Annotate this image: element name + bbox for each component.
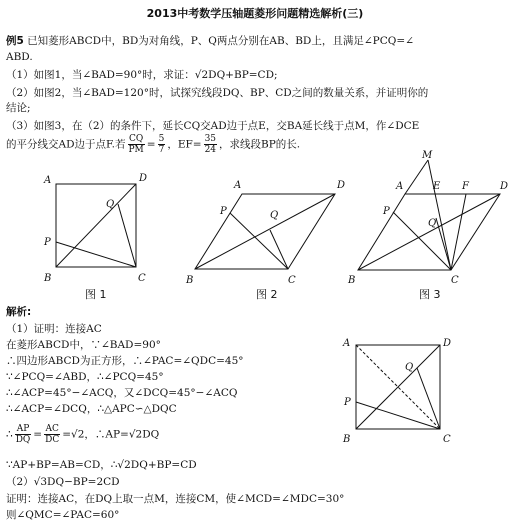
fig3-label-b: B — [348, 275, 356, 286]
sol-label-p: P — [344, 397, 351, 408]
q3-fraction-35-24: $\frac{35}{24}$ — [204, 134, 217, 155]
fig1-label-p: P — [44, 237, 51, 248]
figure-2-caption: 图 2 — [256, 288, 278, 301]
fig3-label-p: P — [383, 206, 390, 217]
solution-line-6: ∴∠ACP=∠DCQ，∴△APC∽△DQC — [6, 403, 177, 415]
q3-text-a: 的平分线交AD边于点F.若 — [6, 138, 126, 151]
page-title: 2013中考数学压轴题菱形问题精选解析(三) — [146, 7, 364, 20]
solution-line-4: ∵∠PCQ=∠ABD，∴∠PCQ=45° — [6, 371, 164, 383]
sol-label-b: B — [343, 434, 351, 445]
fig1-label-c: C — [138, 273, 146, 284]
fig1-label-b: B — [44, 273, 52, 284]
solution-line-10: 证明：连接AC，在DQ上取一点M，连接CM，使∠MCD=∠MDC=30° — [6, 493, 345, 505]
q3-fraction-cq-pm: $\frac{CQ}{PM}$ — [128, 134, 144, 155]
solution-line-3: ∴四边形ABCD为正方形，∴∠PAC=∠QDC=45° — [6, 355, 244, 367]
solution-line-11: 则∠QMC=∠PAC=60° — [6, 509, 120, 521]
solution-line-9: （2）√3DQ−BP=2CD — [6, 476, 120, 488]
fraction-ac-dc: $\frac{AC}{DC}$ — [45, 424, 60, 445]
question-1: （1）如图1，当∠BAD=90°时，求证：√2DQ+BP=CD; — [6, 69, 278, 81]
fig3-label-a: A — [396, 181, 404, 192]
solution-line-2: 在菱形ABCD中，∵∠BAD=90° — [6, 339, 161, 351]
fig2-label-q: Q — [270, 210, 279, 221]
fig3-label-e: E — [433, 181, 441, 192]
question-3-cont: 的平分线交AD边于点F.若 $\frac{CQ}{PM}$ = $\frac{5}{7}$ ，EF= $\frac{35}{24}$ ，求线段BP的长. — [6, 134, 301, 155]
fig2-label-c: C — [288, 275, 296, 286]
fig2-label-a: A — [234, 180, 242, 191]
example-label: 例5 — [6, 35, 24, 47]
solution-line-7: ∴ $\frac{AP}{DQ}$ = $\frac{AC}{DC}$ =√2，∴AP=√2DQ — [6, 424, 160, 445]
solution-heading: 解析: — [6, 306, 32, 318]
sol-label-q: Q — [405, 362, 414, 373]
question-2-cont: 结论; — [6, 102, 31, 114]
problem-intro-cont: ABD. — [6, 51, 33, 63]
sol-segment-cp — [356, 402, 440, 429]
solution-line-8: ∵AP+BP=AB=CD，∴√2DQ+BP=CD — [6, 459, 197, 471]
solution-line-1: （1）证明：连接AC — [6, 323, 102, 335]
fig2-label-d: D — [337, 180, 346, 191]
fig3-label-f: F — [462, 181, 469, 192]
fig1-label-a: A — [44, 175, 52, 186]
fig3-label-q: Q — [428, 218, 437, 229]
sol-label-c: C — [443, 434, 451, 445]
fig1-label-d: D — [139, 173, 148, 184]
figure-1-caption: 图 1 — [85, 288, 107, 301]
solution-line-5: ∴∠ACP=45°−∠ACQ，又∠DCQ=45°−∠ACQ — [6, 387, 238, 399]
problem-intro: 已知菱形ABCD中，BD为对角线，P、Q两点分别在AB、BD上，且满足∠PCQ=∠ — [27, 35, 414, 47]
q3-fraction-5-7: $\frac{5}{7}$ — [158, 134, 165, 155]
fig3-label-d: D — [500, 181, 509, 192]
fig2-label-p: P — [220, 206, 227, 217]
fig2-label-b: B — [186, 275, 194, 286]
fig3-label-m: M — [422, 150, 433, 161]
question-3: （3）如图3，在（2）的条件下，延长CQ交AD边于点E，交BA延长线于点M，作∠DCE — [6, 120, 420, 132]
question-2: （2）如图2，当∠BAD=120°时，试探究线段DQ、BP、CD之间的数量关系，并证明你的 — [6, 87, 429, 99]
fig1-label-q: Q — [106, 199, 115, 210]
sol-label-d: D — [443, 338, 452, 349]
fig3-label-c: C — [451, 275, 459, 286]
fraction-ap-dq: $\frac{AP}{DQ}$ — [15, 424, 31, 445]
figure-3-caption: 图 3 — [419, 288, 441, 301]
sol-segment-cq — [417, 368, 440, 429]
sol-label-a: A — [343, 338, 351, 349]
